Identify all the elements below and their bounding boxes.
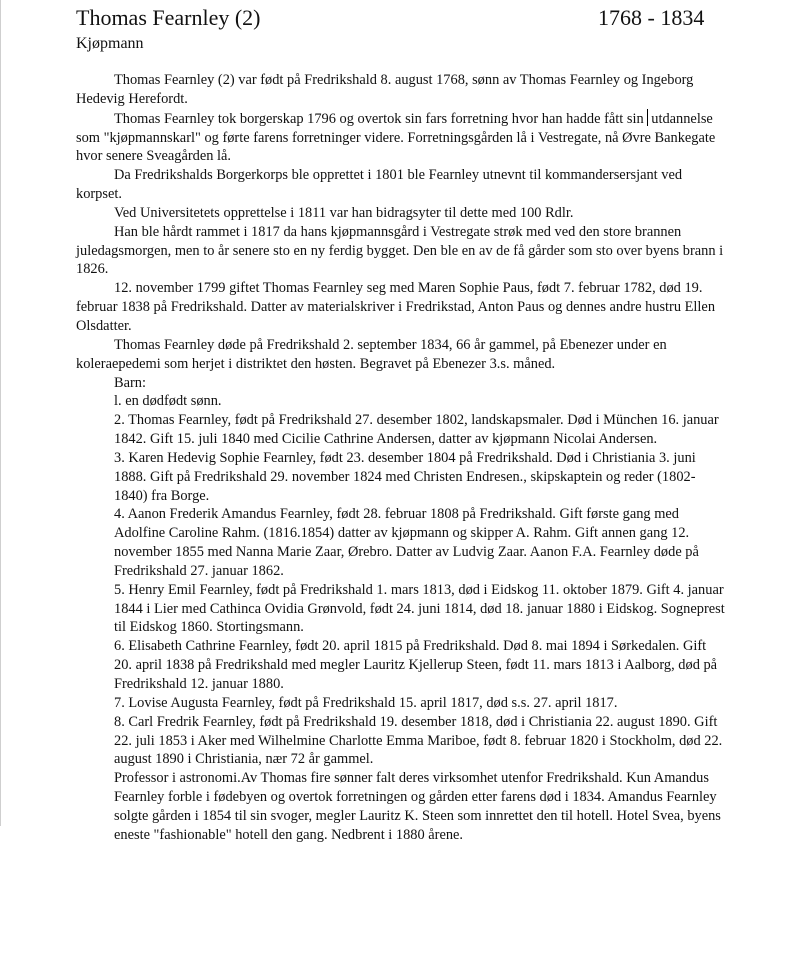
paragraph-borgerkorps: Da Fredrikshalds Borgerkorps ble opprettet i 1801 ble Fearnley utnevnt til kommandersersjant ved korpset. (76, 167, 683, 203)
children-list (76, 392, 726, 769)
occupation-label: Kjøpmann (76, 35, 144, 52)
paragraph-closing: Professor i astronomi.Av Thomas fire sønner falt deres virksomhet utenfor Fredrikshald. Kun Amandus Fearnley forble i fødebyen og overtok forretningen og gården etter farens død i 1834. Amandus Fearnley solgte gården i 1854 til sin svoger, megler Lauritz K. Steen som innrettet den til hotell. Hotel Svea, byens eneste "fashionable" hotell den gang. Nedbrent i 1880 årene. (114, 770, 721, 843)
list-item-child-2: 2. Thomas Fearnley, født på Fredrikshald 27. desember 1802, landskapsmaler. Død i München 16. januar 1842. Gift 15. juli 1840 med Cicilie Cathrine Andersen, datter av kjøpmann Nicolai Andersen. (114, 412, 719, 448)
text-cursor (647, 109, 648, 126)
list-item-child-6: 6. Elisabeth Cathrine Fearnley, født 20. april 1815 på Fredrikshald. Død 8. mai 1894 i Sørkedalen. Gift 20. april 1838 på Fredrikshald med megler Lauritz Kjellerup Steen, født 11. mars 1813 i Aalborg, død på Fredrikshald 12. januar 1880. (114, 638, 718, 692)
paragraph-birth: Thomas Fearnley (2) var født på Fredrikshald 8. august 1768, sønn av Thomas Fearnley og Ingeborg Hedevig Herefordt. (76, 72, 694, 107)
paragraph-fire: Han ble hårdt rammet i 1817 da hans kjøpmannsgård i Vestregate strøk med ved den store brannen juledagsmorgen, men to år senere sto en ny ferdig bygget. Den ble en av de få gårder som sto over byens brann i 1826. (76, 223, 724, 278)
list-item-child-4: 4. Aanon Frederik Amandus Fearnley, født 28. februar 1808 på Fredrikshald. Gift første gang med Adolfine Caroline Rahm. (1816.1854) datter av kjøpmann og skipper A. Rahm. Gift annen gang 12. november 1855 med Nanna Marie Zaar, Ørebro. Datter av Ludvig Zaar. Aanon F.A. Fearnley døde på Fredrikshald 27. januar 1862. (114, 506, 699, 579)
paragraph-marriage: 12. november 1799 giftet Thomas Fearnley seg med Maren Sophie Paus, født 7. februar 1782, død 19. februar 1838 på Fredrikshald. Datter av materialskriver i Fredrikstad, Anton Paus og dennes andre hustru Ellen Olsdatter. (76, 280, 716, 334)
list-item-child-7: 7. Lovise Augusta Fearnley, født på Fredrikshald 15. april 1817, død s.s. 27. april 1817. (114, 694, 618, 711)
paragraph-business (76, 109, 726, 167)
paragraph-business-text: Thomas Fearnley tok borgerskap 1796 og overtok sin fars forretning hvor han hadde fått sin utdannelse som "kjøpmannskarl" og førte farens forretninger videre. Forretningsgården lå i Vestregate, nå Øvre Bankegate hvor senere Sveagården lå. (76, 110, 716, 165)
list-item-child-1: l. en dødfødt sønn. (114, 393, 222, 410)
paragraph-university: Ved Universitetets opprettelse i 1811 var han bidragsyter til dette med 100 Rdlr. (114, 204, 574, 221)
paragraph-death: Thomas Fearnley døde på Fredrikshald 2. september 1834, 66 år gammel, på Ebenezer under en koleraepedemi som herjet i distriktet den høsten. Begravet på Ebenezer 3.s. måned. (76, 336, 667, 372)
list-item-child-8: 8. Carl Fredrik Fearnley, født på Fredrikshald 19. desember 1818, død i Christiania 22. august 1890. Gift 22. juli 1853 i Aker med Wilhelmine Charlotte Emma Mariboe, født 8. februar 1820 i Stockholm, død 22. august 1890 i Christiania, nær 72 år gammel. (114, 713, 723, 768)
biography-text (76, 71, 726, 845)
person-name-heading: Thomas Fearnley (2) (76, 5, 261, 30)
children-heading: Barn: (114, 374, 146, 391)
list-item-child-5: 5. Henry Emil Fearnley, født på Fredrikshald 1. mars 1813, død i Eidskog 11. oktober 1879. Gift 4. januar 1844 i Lier med Cathinca Ovidia Grønvold, født 24. juni 1814, død 18. januar 1880 i Eidskog. Sogneprest til Eidskog 1860. Stortingsmann. (114, 581, 725, 636)
life-years: 1768 - 1834 (598, 5, 705, 30)
page-left-edge (0, 0, 1, 826)
list-item-child-3: 3. Karen Hedevig Sophie Fearnley, født 23. desember 1804 på Fredrikshald. Død i Christiania 3. juni 1888. Gift på Fredrikshald 29. november 1824 med Christen Endresen., skipskaptein og reder (1802-1840) fra Borge. (114, 449, 696, 504)
